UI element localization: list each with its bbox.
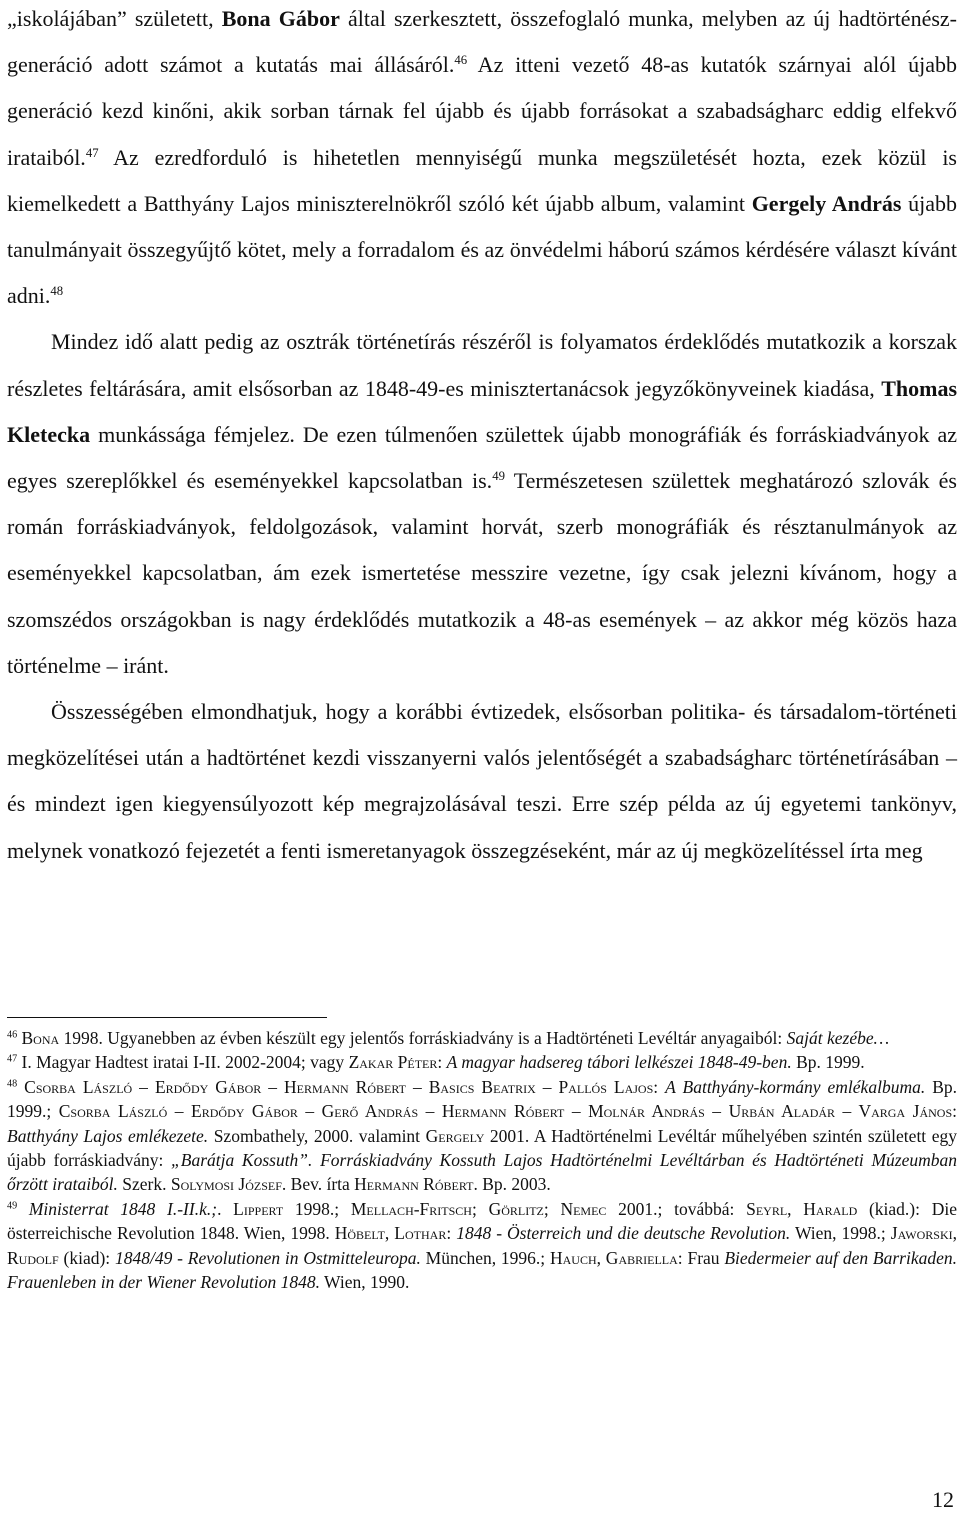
paragraph-2 (7, 319, 957, 689)
text-run: Összességében elmondhatjuk, hogy a korábbi évtizedek, elsősorban politika- és társadalom-történeti megközelítései után a hadtörténet kezdi visszanyerni valós jelentőségét a szabadságharc történetírásában – és mindezt igen kiegyensúlyozott kép megrajzolásával teszi. Erre szép példa az új egyetemi tankönyv, melynek vonatkozó fejezetét a fenti ismeretanyagok összegzéseként, már az új megközelítéssel írta meg (7, 699, 957, 863)
citation-title: Biedermeier auf den Barrikaden. Frauenleben in der Wiener Revolution 1848. (7, 1247, 957, 1293)
person-name: Gergely András (751, 190, 902, 216)
text-run: „iskolájában” született, (7, 6, 222, 31)
text-run: (kiad.): Die österreichische Revolution 1848. Wien, 1998. (7, 1198, 957, 1244)
footnote-49 (7, 1197, 957, 1295)
text-run: (kiad): (58, 1247, 115, 1268)
text-run: által szerkesztett, összefoglaló munka, melyben az új hadtörténész-generáció adott számot a kutatás mai állásáról. (7, 6, 957, 78)
footnote-ref-46[interactable]: 46 (454, 53, 468, 68)
author-name: Höbelt, Lothar (334, 1223, 447, 1244)
text-run: Bp. 1999. (791, 1052, 865, 1073)
author-name: Gergely (425, 1125, 485, 1146)
text-run: 1998.; (283, 1198, 351, 1219)
footnote-number: 48 (7, 1078, 18, 1090)
text-run: Bp. 1999.; (7, 1076, 958, 1122)
text-run: München, 1996.; (420, 1247, 550, 1268)
citation-title: 1848 - Österreich und die deutsche Revolution. (456, 1223, 791, 1244)
text-run: . (217, 1198, 234, 1219)
citation-title: 1848/49 - Revolutionen in Ostmitteleuropa. (114, 1247, 421, 1268)
author-name: Görlitz (488, 1198, 544, 1219)
text-run: 2001. A Hadtörténelmi Levéltár műhelyében szintén született egy újabb forráskiadvány: (7, 1125, 957, 1171)
text-run: Wien, 1990. (319, 1272, 410, 1293)
text-run: ; (471, 1198, 489, 1219)
author-name: Csorba László – Erdődy Gábor – Hermann Róbert – Basics Beatrix – Pallós Lajos (24, 1076, 654, 1097)
text-run: : (437, 1052, 447, 1073)
author-name: Hauch, Gabriella (549, 1247, 678, 1268)
author-name: Mellach-Fritsch (350, 1198, 472, 1219)
footnote-46 (7, 1026, 957, 1050)
citation-title: A Batthyány-kormány emlékalbuma. (665, 1076, 926, 1097)
author-name: Hermann Róbert (354, 1174, 474, 1195)
footnote-ref-49[interactable]: 49 (492, 469, 505, 484)
text-run: Mindez idő alatt pedig az osztrák történetírás részéről is folyamatos érdeklődés mutatkozik a korszak részletes feltárására, amit elsősorban az 1848-49-es minisztertanácsok jegyzőkönyveinek kiadása, (7, 329, 957, 401)
author-name: Lippert (233, 1198, 284, 1219)
citation-title: Batthyány Lajos emlékezete. (7, 1125, 209, 1146)
text-run: 1998. Ugyanebben az évben készült egy jelentős forráskiadvány is a Hadtörténeti Levéltár anyagaiból: (59, 1028, 787, 1048)
text-run: Szerk. (117, 1174, 171, 1195)
text-run: újabb tanulmányait összegyűjtő kötet, mely a forradalom és az önvédelmi háború számos kérdésére választ kívánt adni. (7, 190, 957, 309)
text-run: : (952, 1101, 957, 1122)
footnote-number: 46 (7, 1029, 18, 1041)
text-run: : Frau (677, 1247, 725, 1268)
text-run: . Bp. 2003. (473, 1174, 551, 1195)
person-name: Bona Gábor (221, 6, 340, 31)
author-name: Bona (21, 1028, 60, 1048)
text-run: Természetesen születtek meghatározó szlovák és román forráskiadványok, feldolgozások, valamint horvát, szerb monográfiák és résztanulmányok az eseményekkel kapcsolatban, ám ezek ismertetése messzire vezetne, így csak jelezni kívánom, hogy a szomszédos országokban is nagy érdeklődés mutatkozik a 48-as események – az akkor még közös haza történelme – iránt. (7, 468, 957, 678)
footnote-separator (7, 1017, 327, 1018)
paragraph-3 (7, 689, 957, 874)
footnote-48 (7, 1075, 957, 1197)
text-run: : (653, 1076, 666, 1097)
author-name: Seyrl, Harald (746, 1198, 858, 1219)
citation-title: Ministerrat 1848 I.-II.k.; (17, 1198, 218, 1219)
text-run: I. Magyar Hadtest iratai I-II. 2002-2004; vagy (17, 1052, 349, 1073)
footnote-ref-47[interactable]: 47 (85, 145, 99, 160)
text-run: 2001.; továbbá: (606, 1198, 747, 1219)
text-run: ; (543, 1198, 561, 1219)
footnote-number: 47 (7, 1054, 18, 1066)
footnote-47 (7, 1050, 957, 1074)
text-run: munkássága fémjelez. De ezen túlmenően születtek újabb monográfiák és forráskiadványok az egyes szereplőkkel és eseményekkel kapcsolatban is. (7, 421, 957, 494)
text-run: Szombathely, 2000. valamint (208, 1125, 426, 1146)
text-run: Az ezredforduló is hihetetlen mennyiségű munka megszületését hozta, ezek közül is kiemelkedett a Batthyány Lajos miniszterelnökről szóló két újabb album, valamint (7, 144, 957, 216)
footnote-number: 49 (7, 1200, 18, 1212)
page-number: 12 (932, 1487, 954, 1512)
main-text (7, 0, 957, 874)
author-name: Csorba László – Erdődy Gábor – Gerő András – Hermann Róbert – Molnár András – Urbán Aladár – Varga János (58, 1101, 953, 1122)
text-run: : (446, 1223, 457, 1244)
author-name: Nemec (560, 1198, 607, 1219)
author-name: Zakar Péter (348, 1052, 438, 1073)
author-name: Jaworski, Rudolf (7, 1223, 957, 1268)
paragraph-1 (7, 0, 957, 319)
citation-title: A magyar hadsereg tábori lelkészei 1848-49-ben. (446, 1052, 792, 1073)
text-run: Az itteni vezető 48-as kutatók szárnyai alól újabb generáció kezd kinőni, akik sorban tárnak fel újabb és újabb forrásokat a szabadságharc eddig elfekvő irataiból. (7, 52, 957, 170)
person-name: Thomas Kletecka (7, 375, 957, 447)
footnote-ref-48[interactable]: 48 (50, 284, 64, 299)
author-name: Solymosi József (170, 1174, 282, 1195)
citation-title: Saját kezébe… (786, 1028, 890, 1048)
text-run: Wien, 1998.; (790, 1223, 891, 1244)
footnotes (7, 1026, 957, 1294)
citation-title: „Barátja Kossuth”. Forráskiadvány Kossuth Lajos Hadtörténelmi Levéltárban és Hadtörténeti Múzeumban őrzött irataiból. (7, 1150, 957, 1195)
text-run: . Bev. írta (281, 1174, 355, 1195)
